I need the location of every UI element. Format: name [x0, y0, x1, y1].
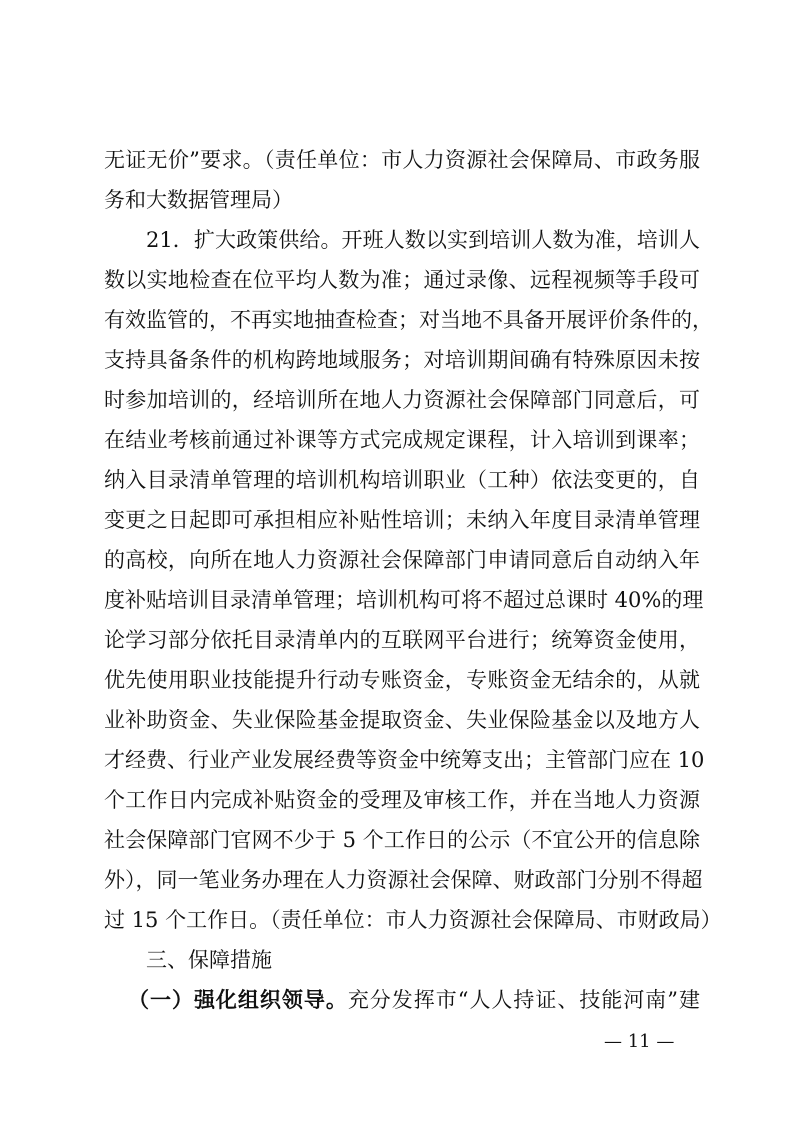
text-line: 21．扩大政策供给。开班人数以实到培训人数为准，培训人 — [146, 228, 700, 252]
text-line: 数以实地检查在位平均人数为准；通过录像、远程视频等手段可 — [104, 268, 700, 292]
text-line — [128, 983, 700, 1017]
text-line: 的高校，向所在地人力资源社会保障部门申请同意后自动纳入年 — [104, 548, 700, 572]
text-line: 在结业考核前通过补课等方式完成规定课程，计入培训到课率； — [104, 428, 700, 452]
section-heading: 三、保障措施 — [146, 948, 272, 972]
text-line: 才经费、行业产业发展经费等资金中统筹支出；主管部门应在 10 — [104, 748, 705, 772]
text-line: 支持具备条件的机构跨地域服务；对培训期间确有特殊原因未按 — [104, 348, 700, 372]
text-line: 外），同一笔业务办理在人力资源社会保障、财政部门分别不得超 — [104, 868, 703, 892]
text-line: 社会保障部门官网不少于 5 个工作日的公示（不宜公开的信息除 — [104, 828, 700, 852]
subsection-text: 充分发挥市“人人持证、技能河南”建 — [347, 988, 701, 1012]
text-line: 有效监管的，不再实地抽查检查；对当地不具备开展评价条件的， — [104, 308, 713, 332]
text-line: 优先使用职业技能提升行动专账资金，专账资金无结余的，从就 — [104, 668, 700, 692]
text-line: 业补助资金、失业保险基金提取资金、失业保险基金以及地方人 — [104, 708, 700, 732]
text-line: 时参加培训的，经培训所在地人力资源社会保障部门同意后，可 — [104, 388, 700, 412]
page-number: — 11 — — [604, 1031, 675, 1052]
text-line: 过 15 个工作日。（责任单位：市人力资源社会保障局、市财政局） — [104, 908, 722, 932]
text-line: 无证无价”要求。（责任单位：市人力资源社会保障局、市政务服 — [104, 148, 700, 172]
text-line: 个工作日内完成补贴资金的受理及审核工作，并在当地人力资源 — [104, 788, 700, 812]
text-line: 论学习部分依托目录清单内的互联网平台进行；统筹资金使用， — [104, 628, 700, 652]
text-line: 变更之日起即可承担相应补贴性培训；未纳入年度目录清单管理 — [104, 508, 700, 532]
text-line: 务和大数据管理局） — [104, 188, 293, 212]
subsection-lead: （一）强化组织领导。 — [128, 988, 348, 1012]
text-line: 纳入目录清单管理的培训机构培训职业（工种）依法变更的，自 — [104, 468, 700, 492]
text-line: 度补贴培训目录清单管理；培训机构可将不超过总课时 40%的理 — [104, 588, 704, 612]
